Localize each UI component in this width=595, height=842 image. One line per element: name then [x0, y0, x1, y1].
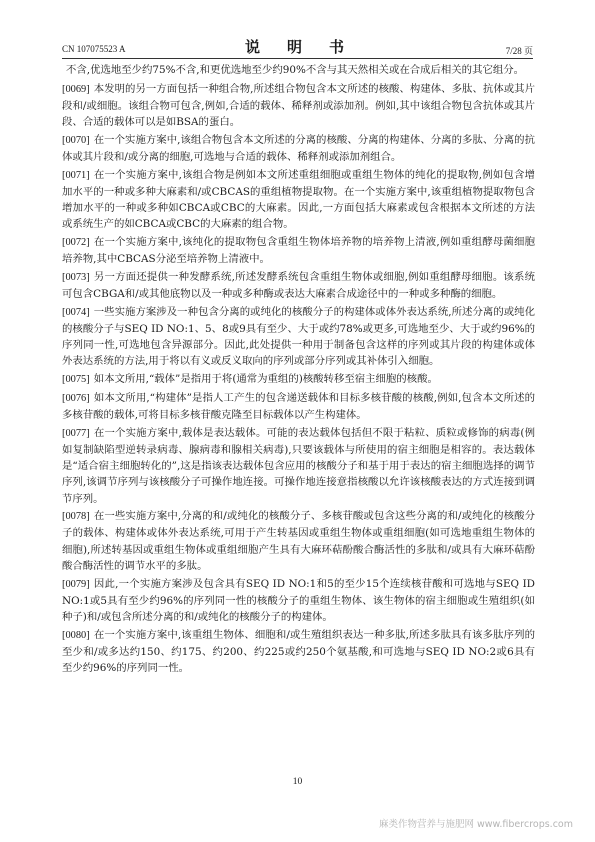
paragraph-number: [0073]	[62, 271, 90, 283]
paragraph-number: [0077]	[62, 427, 90, 439]
paragraph-number: [0078]	[62, 511, 90, 523]
page-header	[62, 36, 533, 59]
paragraph-text: 不含,优选地至少约75%不含,和更优选地至少约90%不含与其天然相关或在合成后相关的其它组分。	[66, 64, 525, 76]
paragraph-text: 在一个实施方案中,该纯化的提取物包含重组生物体培养物的培养物上清液,例如重组酵母菌细胞培养物,其中CBCAS分泌至培养物上清液中。	[62, 236, 535, 266]
paragraph-text: 如本文所用,“构建体”是指人工产生的包含递送载体和目标多核苷酸的核酸,例如,包含本文所述的多核苷酸的载体,可将目标多核苷酸克隆至目标载体以产生构建体。	[62, 391, 535, 422]
paragraph-text: 另一方面还提供一种发酵系统,所述发酵系统包含重组生物体或细胞,例如重组酵母细胞。该系统可包含CBGA和/或其他底物以及一种或多种酶或表达大麻素合成途径中的一种或多种酶的细胞。	[62, 270, 535, 301]
page-indicator: 7/28 页	[505, 46, 533, 56]
paragraph-text: 因此,一个实施方案涉及包含具有SEQ ID NO:1和5的至少15个连续核苷酸和可选地与SEQ ID NO:1或5具有至少约96%的序列同一性的核酸分子的重组生物体、该生物体的宿主细胞或生殖组织(如种子)和/或包含所述分离的和/或纯化的核酸分子的构建体。	[62, 577, 535, 623]
paragraph-text: 在一个实施方案中,该组合物是例如本文所述重组细胞或重组生物体的纯化的提取物,例如包含增加水平的一种或多种大麻素和/或CBCAS的重组植物提取物。在一个实施方案中,该重组植物提取物包含增加水平的一种或多种如CBCA或CBC的大麻素。因此,一方面包括大麻素或包含根据本文所述的方法或系统生产的如CBCA或CBC的大麻素的组合物。	[62, 168, 535, 231]
paragraph-number: [0074]	[62, 306, 90, 318]
paragraph-text: 在一个实施方案中,该重组生物体、细胞和/或生殖组织表达一种多肽,所述多肽具有该多肽序列的至少和/或多达约150、约175、约200、约225或约250个氨基酸,和可选地与SEQ ID NO:2或6具有至少约96%的序列同一性。	[62, 628, 535, 675]
paragraph-number: [0079]	[62, 578, 90, 590]
paragraph-number: [0069]	[62, 83, 90, 95]
paragraph	[62, 304, 535, 370]
paragraph-number: [0080]	[62, 629, 90, 641]
patent-number: CN 107075523 A	[62, 44, 126, 54]
paragraph-number: [0071]	[62, 169, 90, 181]
paragraph-number: [0075]	[62, 374, 90, 386]
paragraph	[62, 371, 535, 388]
paragraph	[62, 425, 535, 507]
watermark: 麻类作物营养与施肥网 www.fibercrops.com	[378, 819, 573, 830]
paragraph-text: 一些实施方案涉及一种包含分离的或纯化的核酸分子的构建体或体外表达系统,所述分离的或纯化的核酸分子与SEQ ID NO:1、5、8或9具有至少、大于或约78%或更多,可选地至少、大于或约96%的序列同一性,可选地包含异源部分。因此,此处提供一种用于制备包含这样的序列或其片段的构建体或体外表达系统的方法,用于将以有义或反义取向的序列或部分序列或其补体引入细胞。	[62, 305, 535, 368]
page-number: 10	[292, 777, 303, 787]
paragraph	[62, 269, 535, 302]
paragraph-text: 在一些实施方案中,分离的和/或纯化的核酸分子、多核苷酸或包含这些分离的和/或纯化的核酸分子的载体、构建体或体外表达系统,可用于产生转基因或重组生物体或重组细胞(如可选地重组生物体的细胞),所述转基因或重组生物体或重组细胞产生具有大麻环萜酚酸合酶活性的多肽和/或具有大麻环萜酚酸合酶活性的调节水平的多肽。	[62, 510, 535, 572]
paragraph	[62, 132, 535, 165]
paragraph-text: 如本文所用,“载体”是指用于将(通常为重组的)核酸转移至宿主细胞的核酸。	[93, 373, 438, 386]
paragraph	[62, 508, 535, 574]
paragraph	[62, 627, 535, 677]
document-body	[62, 62, 535, 678]
paragraph-text: 本发明的另一方面包括一种组合物,所述组合物包含本文所述的核酸、构建体、多肽、抗体或其片段和/或细胞。该组合物可包含,例如,合适的载体、稀释剂或添加剂。例如,其中该组合物包含抗体或其片段、合适的载体可以是如BSA的蛋白。	[62, 82, 535, 129]
paragraph-number: [0076]	[62, 392, 90, 404]
paragraph-number: [0070]	[62, 134, 90, 146]
paragraph	[62, 81, 535, 131]
paragraph-text: 在一个实施方案中,载体是表达载体。可能的表达载体包括但不限于粘粒、质粒或修饰的病毒(例如复制缺陷型逆转录病毒、腺病毒和腺相关病毒),只要该载体与所使用的宿主细胞是相容的。表达载体是“适合宿主细胞转化的”,这是指该表达载体包含应用的核酸分子和基于用于表达的宿主细胞选择的调节序列,该调节序列与该核酸分子可操作地连接。可操作地连接意指核酸以允许该核酸表达的方式连接到调节序列。	[62, 426, 535, 505]
paragraph	[62, 167, 535, 233]
paragraph	[62, 390, 535, 423]
paragraph-text: 在一个实施方案中,该组合物包含本文所述的分离的核酸、分离的构建体、分离的多肽、分离的抗体或其片段和/或分离的细胞,可选地与合适的载体、稀释剂或添加剂组合。	[62, 133, 535, 164]
paragraph	[62, 62, 535, 79]
paragraph-number: [0072]	[62, 237, 90, 249]
paragraph	[62, 576, 535, 626]
paragraph	[62, 234, 535, 267]
document-title: 说 明 书	[244, 38, 350, 56]
